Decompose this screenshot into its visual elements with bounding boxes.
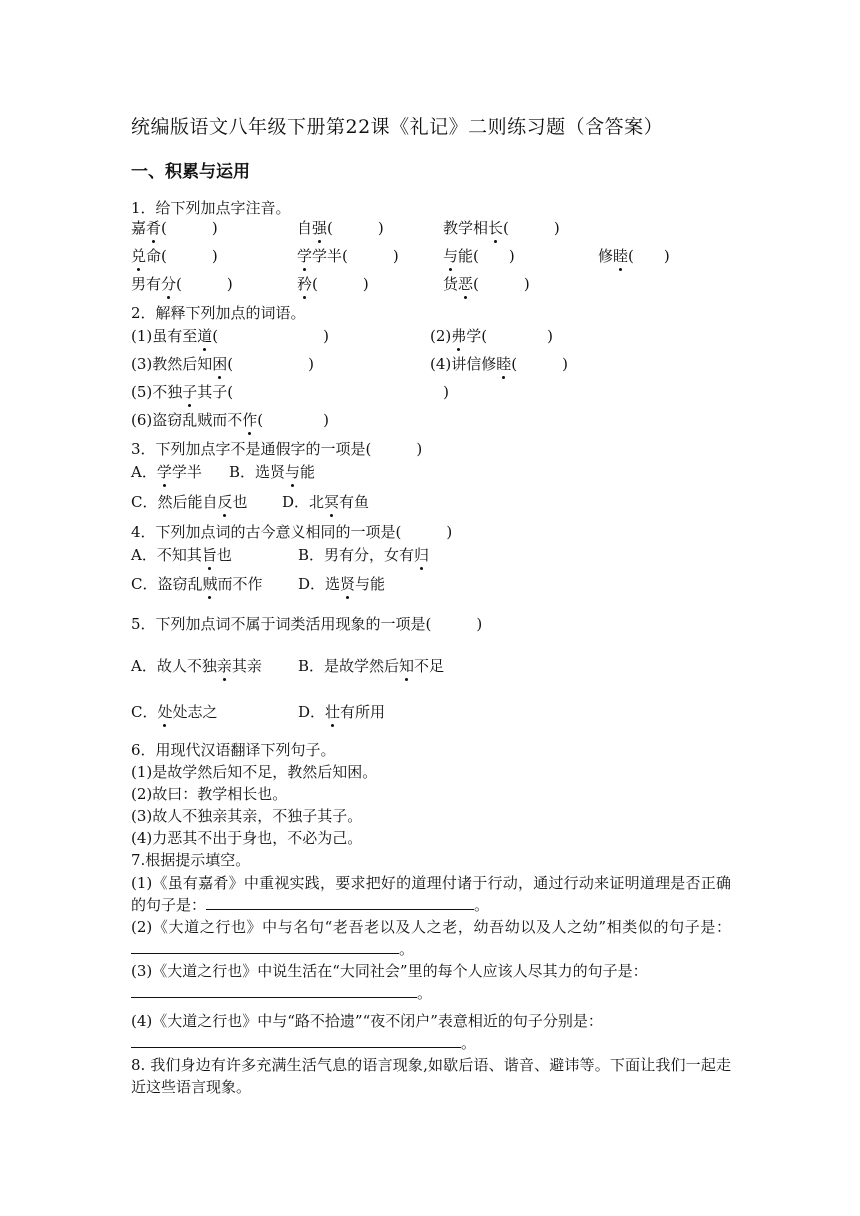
q6-item: (2)故曰：教学相长也。 <box>131 785 288 803</box>
q7-item-4: (4)《大道之行也》中与“路不拾遗”“夜不闭户”表意相近的句子分别是： 。 <box>131 1012 603 1052</box>
q1-item: 男有分( ) <box>131 275 233 293</box>
q5-option-a: A．故人不独亲其亲 <box>131 657 262 675</box>
answer-blank[interactable] <box>131 1033 461 1048</box>
q7-item-2: (2)《大道之行也》中与名句“老吾老以及人之老，幼吾幼以及人之幼”相类似的句子是：。 <box>131 918 731 958</box>
emphasis-dot-char: 壮 <box>325 703 341 721</box>
emphasis-dot-char: 强 <box>312 219 328 237</box>
q4-stem: 4．下列加点词的古今意义相同的一项是( ) <box>131 523 453 541</box>
section-heading: 一、积累与运用 <box>131 162 250 182</box>
q5-option-c: C．处处志之 <box>131 703 218 721</box>
document-title: 统编版语文八年级下册第22课《礼记》二则练习题（含答案） <box>131 116 664 138</box>
emphasis-dot-char: 贤 <box>340 575 356 593</box>
emphasis-dot-char: 与 <box>443 247 459 265</box>
answer-blank[interactable] <box>206 895 474 910</box>
q2-item: (5)不独子其子( ) <box>131 383 449 401</box>
q3-option-c: C．然后能自反也 <box>131 493 248 511</box>
emphasis-dot-char: 肴 <box>146 219 162 237</box>
q2-item: (6)盗窃乱贼而不作( ) <box>131 411 329 429</box>
emphasis-dot-char: 学 <box>297 247 313 265</box>
emphasis-dot-char: 贼 <box>202 575 218 593</box>
q6-item: (1)是故学然后知不足，教然后知困。 <box>131 763 378 781</box>
q6-item: (3)故人不独亲其亲，不独子其子。 <box>131 807 363 825</box>
q3-option-b: B．选贤与能 <box>229 463 316 481</box>
q4-option-a: A．不知其旨也 <box>131 546 232 564</box>
q1-item: 兑命( ) <box>131 247 218 265</box>
emphasis-dot-char: 处 <box>157 703 173 721</box>
emphasis-dot-char: 分 <box>161 275 177 293</box>
q1-stem: 1．给下列加点字注音。 <box>131 199 291 217</box>
emphasis-dot-char: 困 <box>212 355 228 373</box>
q7-item-3: (3)《大道之行也》中说生活在“大同社会”里的每个人应该人尽其力的句子是： 。 <box>131 962 648 1002</box>
q3-option-d: D．北冥有鱼 <box>282 493 370 511</box>
answer-blank[interactable] <box>131 939 399 954</box>
emphasis-dot-char: 反 <box>217 493 233 511</box>
q6-item: (4)力恶其不出于身也，不必为己。 <box>131 829 363 847</box>
q4-option-c: C．盗窃乱贼而不作 <box>131 575 263 593</box>
emphasis-dot-char: 归 <box>414 546 430 564</box>
answer-blank[interactable] <box>131 983 417 998</box>
q5-option-b: B．是故学然后知不足 <box>298 657 445 675</box>
q1-item: 与能( ) <box>443 247 515 265</box>
q4-option-d: D．选贤与能 <box>298 575 386 593</box>
q1-item: 自强( ) <box>297 219 384 237</box>
q2-item: (3)教然后知困( ) <box>131 355 314 373</box>
emphasis-dot-char: 亲 <box>216 657 232 675</box>
emphasis-dot-char: 长 <box>488 219 504 237</box>
q1-item: 学学半( ) <box>297 247 399 265</box>
q1-item: 修睦( ) <box>598 247 670 265</box>
emphasis-dot-char: 与 <box>285 463 301 481</box>
q1-item: 教学相长( ) <box>443 219 560 237</box>
q8-text: 8. 我们身边有许多充满生活气息的语言现象,如歇后语、谐音、避讳等。下面让我们一起走近这些语言现象。 <box>131 1056 731 1096</box>
q3-stem: 3．下列加点字不是通假字的一项是( ) <box>131 440 423 458</box>
q2-item: (4)讲信修睦( ) <box>430 355 568 373</box>
emphasis-dot-char: 道 <box>197 327 213 345</box>
emphasis-dot-char: 睦 <box>496 355 512 373</box>
q7-item-1: (1)《虽有嘉肴》中重视实践，要求把好的道理付诸于行动，通过行动来证明道理是否正确的句子是： 。 <box>131 874 731 914</box>
q5-option-d: D．壮有所用 <box>298 703 386 721</box>
emphasis-dot-char: 恶 <box>458 275 474 293</box>
q5-stem: 5．下列加点词不属于词类活用现象的一项是( ) <box>131 615 483 633</box>
q1-item: 嘉肴( ) <box>131 219 218 237</box>
emphasis-dot-char: 矜 <box>297 275 313 293</box>
q2-item: (2)弗学( ) <box>430 327 553 345</box>
emphasis-dot-char: 作 <box>242 411 258 429</box>
q6-stem: 6．用现代汉语翻译下列句子。 <box>131 741 336 759</box>
q7-stem: 7.根据提示填空。 <box>131 851 251 869</box>
q3-option-a: A．学学半 <box>131 463 202 481</box>
emphasis-dot-char: 学 <box>156 463 172 481</box>
emphasis-dot-char: 冥 <box>324 493 340 511</box>
emphasis-dot-char: 弗 <box>451 327 467 345</box>
q2-stem: 2．解释下列加点的词语。 <box>131 304 306 322</box>
emphasis-dot-char: 兑 <box>131 247 147 265</box>
q2-item: (1)虽有至道( ) <box>131 327 329 345</box>
emphasis-dot-char: 睦 <box>613 247 629 265</box>
q1-item: 货恶( ) <box>443 275 530 293</box>
emphasis-dot-char: 旨 <box>201 546 217 564</box>
q1-item: 矜( ) <box>297 275 369 293</box>
emphasis-dot-char: 知 <box>399 657 415 675</box>
emphasis-dot-char: 子 <box>182 383 198 401</box>
q4-option-b: B．男有分，女有归 <box>298 546 430 564</box>
